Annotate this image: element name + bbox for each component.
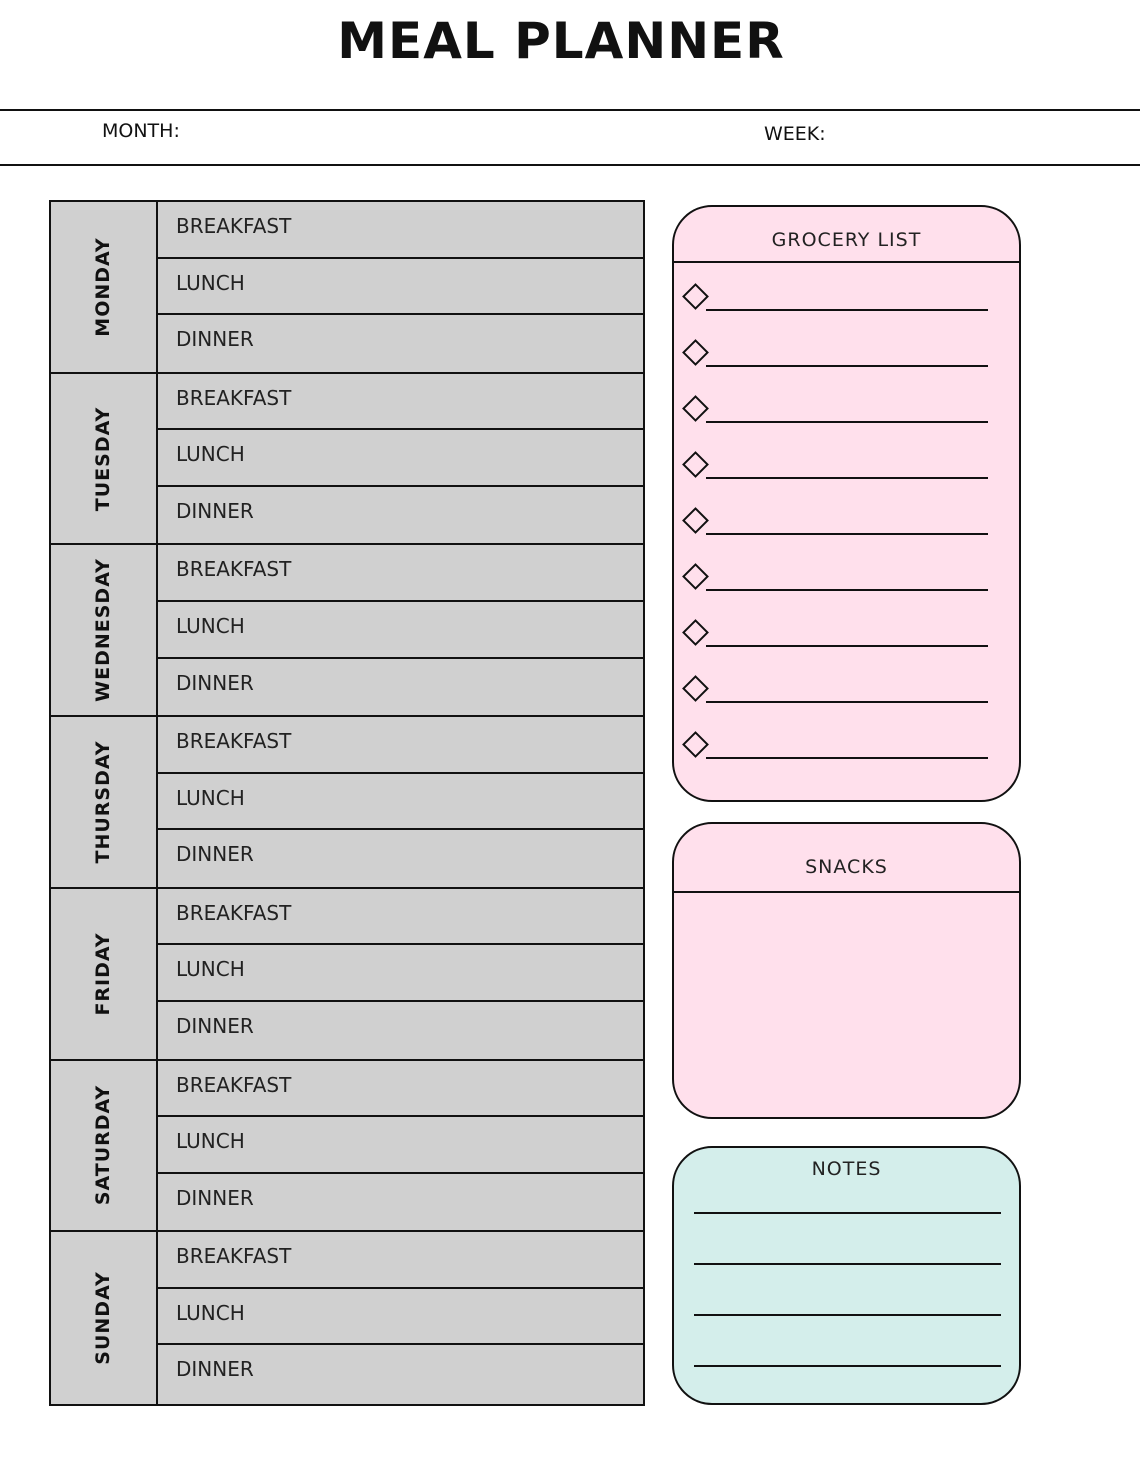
notes-panel bbox=[672, 1146, 1021, 1405]
meal-label: DINNER bbox=[176, 327, 254, 352]
diamond-checkbox-icon[interactable] bbox=[682, 395, 709, 422]
day-name: THURSDAY bbox=[92, 740, 114, 864]
grocery-item-line bbox=[706, 645, 988, 647]
meal-cell-dinner[interactable] bbox=[158, 487, 643, 544]
day-row-friday bbox=[51, 889, 643, 1061]
meal-label: BREAKFAST bbox=[176, 557, 292, 582]
day-row-thursday bbox=[51, 717, 643, 889]
snacks-title: SNACKS bbox=[805, 856, 888, 878]
grocery-list-panel bbox=[672, 205, 1021, 802]
grocery-item[interactable] bbox=[674, 285, 1019, 315]
meal-label: BREAKFAST bbox=[176, 1244, 292, 1269]
day-row-tuesday bbox=[51, 374, 643, 546]
day-label-cell bbox=[51, 374, 158, 544]
meal-cell-dinner[interactable] bbox=[158, 1345, 643, 1402]
grocery-item-line bbox=[706, 589, 988, 591]
grocery-item-line bbox=[706, 701, 988, 703]
day-label-cell bbox=[51, 1061, 158, 1231]
day-name: WEDNESDAY bbox=[92, 558, 114, 703]
grocery-item-line bbox=[706, 309, 988, 311]
meal-label: BREAKFAST bbox=[176, 1072, 292, 1097]
week-label: WEEK: bbox=[764, 123, 826, 145]
meal-cell-breakfast[interactable] bbox=[158, 1232, 643, 1289]
grocery-list-title: GROCERY LIST bbox=[771, 229, 922, 251]
grocery-item-line bbox=[706, 477, 988, 479]
day-name: MONDAY bbox=[92, 237, 114, 337]
day-label-cell bbox=[51, 545, 158, 715]
meal-label: BREAKFAST bbox=[176, 729, 292, 754]
month-label: MONTH: bbox=[102, 120, 180, 142]
diamond-checkbox-icon[interactable] bbox=[682, 563, 709, 590]
grocery-item[interactable] bbox=[674, 453, 1019, 483]
meal-label: BREAKFAST bbox=[176, 900, 292, 925]
snacks-writing-area[interactable] bbox=[688, 904, 1005, 1103]
meal-cell-dinner[interactable] bbox=[158, 830, 643, 887]
grocery-item[interactable] bbox=[674, 565, 1019, 595]
snacks-panel bbox=[672, 822, 1021, 1119]
grocery-item[interactable] bbox=[674, 733, 1019, 763]
meal-grid bbox=[49, 200, 645, 1406]
meal-label: LUNCH bbox=[176, 442, 245, 467]
meal-cell-lunch[interactable] bbox=[158, 945, 643, 1002]
day-name: TUESDAY bbox=[92, 406, 114, 511]
grocery-item-line bbox=[706, 365, 988, 367]
page-title: MEAL PLANNER bbox=[337, 12, 785, 70]
grocery-item[interactable] bbox=[674, 621, 1019, 651]
meal-cell-dinner[interactable] bbox=[158, 1002, 643, 1059]
diamond-checkbox-icon[interactable] bbox=[682, 675, 709, 702]
diamond-checkbox-icon[interactable] bbox=[682, 619, 709, 646]
notes-line[interactable] bbox=[694, 1263, 1001, 1265]
diamond-checkbox-icon[interactable] bbox=[682, 339, 709, 366]
meal-cell-breakfast[interactable] bbox=[158, 717, 643, 774]
day-row-sunday bbox=[51, 1232, 643, 1404]
notes-line[interactable] bbox=[694, 1365, 1001, 1367]
day-label-cell bbox=[51, 889, 158, 1059]
meal-cell-lunch[interactable] bbox=[158, 1117, 643, 1174]
day-row-monday bbox=[51, 202, 643, 374]
day-row-saturday bbox=[51, 1061, 643, 1233]
meal-label: BREAKFAST bbox=[176, 385, 292, 410]
header-top-rule bbox=[0, 109, 1140, 111]
meal-cell-breakfast[interactable] bbox=[158, 889, 643, 946]
meal-label: LUNCH bbox=[176, 957, 245, 982]
day-name: SATURDAY bbox=[92, 1085, 114, 1206]
day-label-cell bbox=[51, 717, 158, 887]
meal-cell-breakfast[interactable] bbox=[158, 202, 643, 259]
meal-label: LUNCH bbox=[176, 613, 245, 638]
meal-label: DINNER bbox=[176, 1357, 254, 1382]
meal-cell-breakfast[interactable] bbox=[158, 545, 643, 602]
meal-cell-dinner[interactable] bbox=[158, 659, 643, 716]
meal-cell-lunch[interactable] bbox=[158, 602, 643, 659]
diamond-checkbox-icon[interactable] bbox=[682, 731, 709, 758]
meal-cell-dinner[interactable] bbox=[158, 1174, 643, 1231]
grocery-item-line bbox=[706, 421, 988, 423]
meal-label: BREAKFAST bbox=[176, 214, 292, 238]
notes-line[interactable] bbox=[694, 1212, 1001, 1214]
header-bottom-rule bbox=[0, 164, 1140, 166]
grocery-item[interactable] bbox=[674, 509, 1019, 539]
meal-cell-lunch[interactable] bbox=[158, 1289, 643, 1346]
meal-cell-breakfast[interactable] bbox=[158, 1061, 643, 1118]
meal-label: LUNCH bbox=[176, 785, 245, 810]
diamond-checkbox-icon[interactable] bbox=[682, 451, 709, 478]
grocery-item[interactable] bbox=[674, 397, 1019, 427]
grocery-item[interactable] bbox=[674, 677, 1019, 707]
diamond-checkbox-icon[interactable] bbox=[682, 283, 709, 310]
day-name: SUNDAY bbox=[92, 1271, 114, 1365]
meal-label: DINNER bbox=[176, 1185, 254, 1210]
notes-title: NOTES bbox=[811, 1158, 882, 1180]
diamond-checkbox-icon[interactable] bbox=[682, 507, 709, 534]
meal-label: DINNER bbox=[176, 1013, 254, 1038]
meal-cell-lunch[interactable] bbox=[158, 430, 643, 487]
meal-label: LUNCH bbox=[176, 1300, 245, 1325]
grocery-list-divider bbox=[674, 261, 1019, 263]
meal-label: DINNER bbox=[176, 498, 254, 523]
day-name: FRIDAY bbox=[92, 932, 114, 1016]
snacks-divider bbox=[674, 891, 1019, 893]
meal-cell-breakfast[interactable] bbox=[158, 374, 643, 431]
day-label-cell bbox=[51, 202, 158, 372]
meal-cell-dinner[interactable] bbox=[158, 315, 643, 372]
notes-line[interactable] bbox=[694, 1314, 1001, 1316]
grocery-item-line bbox=[706, 757, 988, 759]
grocery-item-line bbox=[706, 533, 988, 535]
meal-cell-lunch[interactable] bbox=[158, 259, 643, 316]
meal-cell-lunch[interactable] bbox=[158, 774, 643, 831]
meal-label: LUNCH bbox=[176, 1129, 245, 1154]
meal-label: LUNCH bbox=[176, 270, 245, 295]
meal-label: DINNER bbox=[176, 842, 254, 867]
meal-label: DINNER bbox=[176, 670, 254, 695]
day-label-cell bbox=[51, 1232, 158, 1404]
grocery-item[interactable] bbox=[674, 341, 1019, 371]
day-row-wednesday bbox=[51, 545, 643, 717]
